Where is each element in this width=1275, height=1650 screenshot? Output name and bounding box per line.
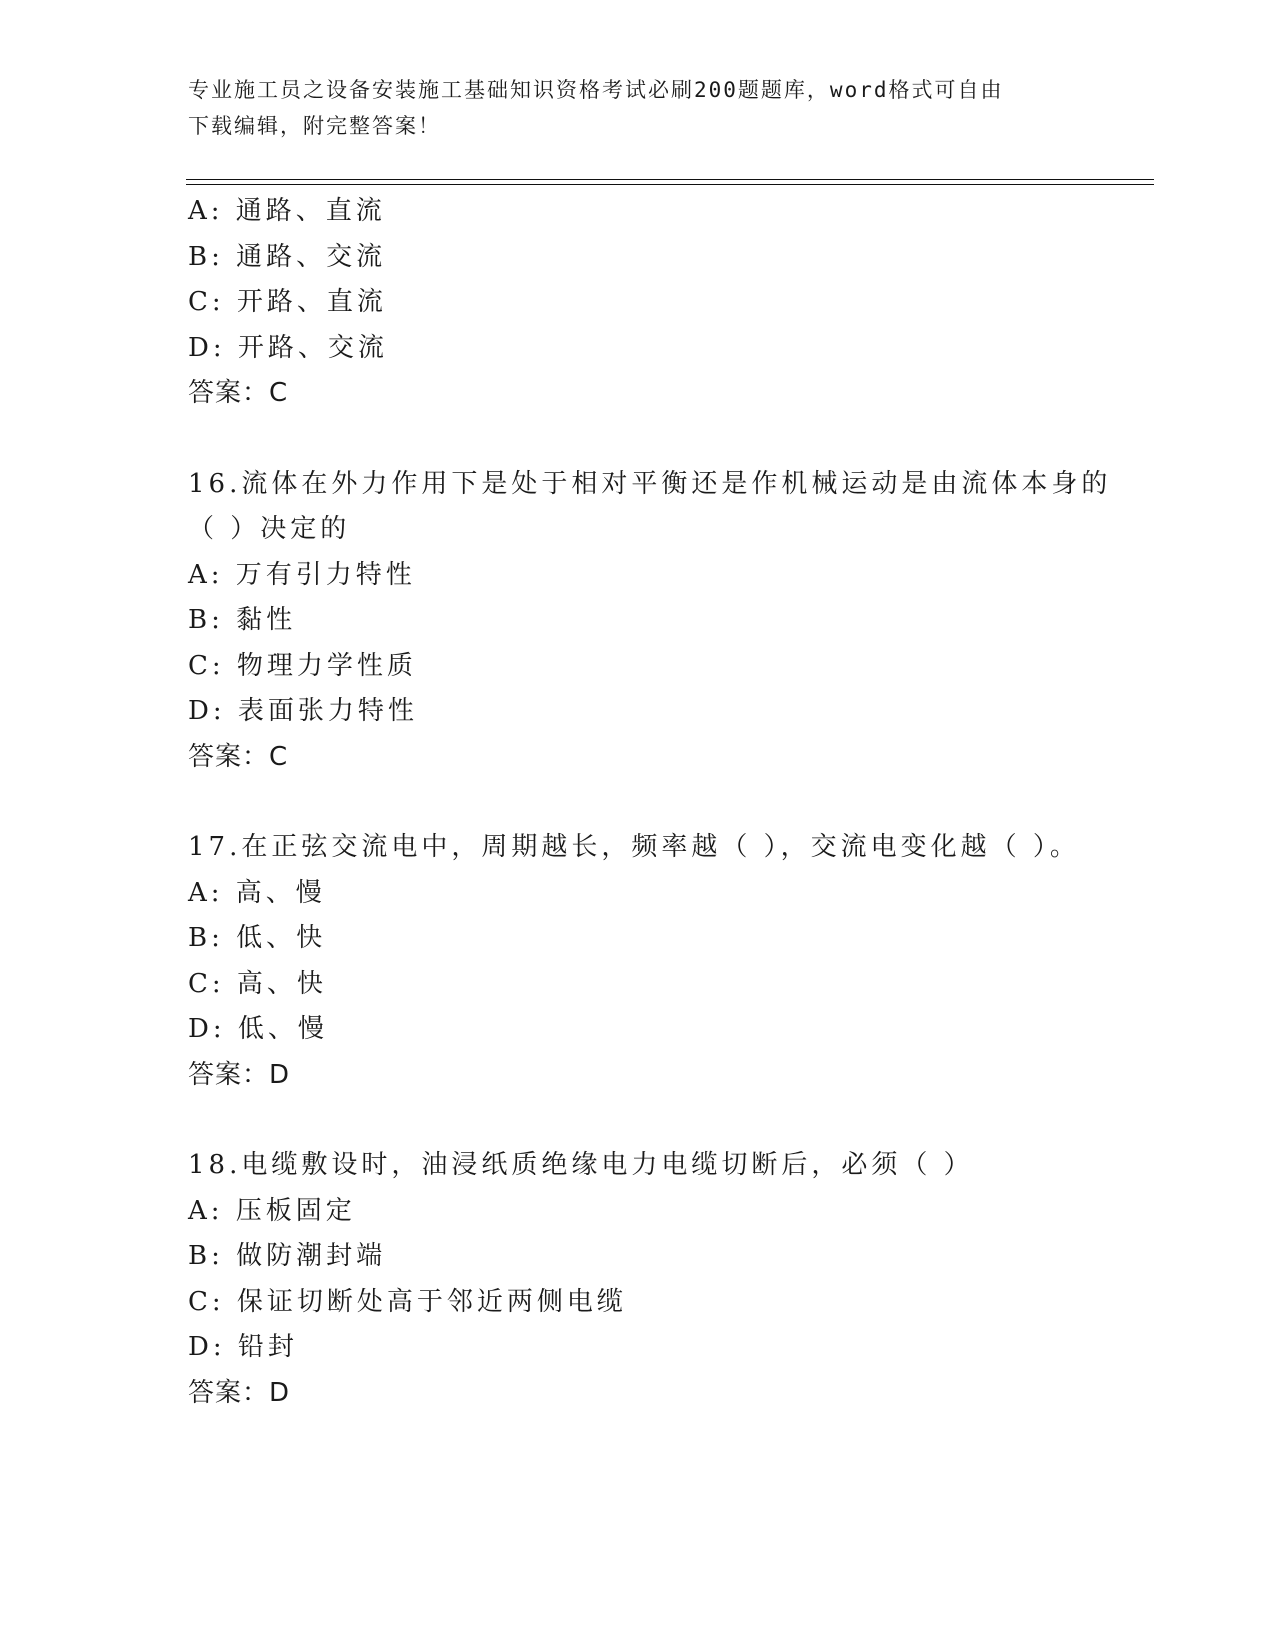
option-b: B: 做防潮封端 bbox=[188, 1241, 387, 1271]
answer-line: 答案：C bbox=[188, 741, 289, 772]
option-d: D: 开路、交流 bbox=[188, 332, 388, 363]
question-stem: 18.电缆敷设时，油浸纸质绝缘电力电缆切断后，必须（ ） bbox=[188, 1150, 974, 1180]
header-divider-top bbox=[186, 179, 1154, 180]
option-d: D: 表面张力特性 bbox=[188, 696, 418, 726]
option-d: D: 低、慢 bbox=[188, 1014, 328, 1044]
header-line-1: 专业施工员之设备安装施工基础知识资格考试必刷200题题库，word格式可自由 bbox=[188, 78, 1004, 102]
option-d: D: 铅封 bbox=[188, 1332, 298, 1362]
option-a: A: 万有引力特性 bbox=[188, 559, 416, 590]
question-17 bbox=[188, 825, 1148, 1098]
option-b: B: 通路、交流 bbox=[188, 241, 387, 272]
question-stem: 17.在正弦交流电中，周期越长，频率越（ ），交流电变化越（ ）。 bbox=[188, 832, 1080, 862]
question-stem: 16.流体在外力作用下是处于相对平衡还是作机械运动是由流体本身的 bbox=[188, 468, 1112, 499]
answer-line: 答案：C bbox=[188, 378, 289, 408]
option-b: B: 黏性 bbox=[188, 605, 297, 635]
question-stem-continued: （ ）决定的 bbox=[188, 514, 351, 544]
option-c: C: 开路、直流 bbox=[188, 287, 387, 317]
answer-line: 答案：D bbox=[188, 1059, 291, 1090]
answer-line: 答案：D bbox=[188, 1377, 291, 1408]
option-a: A: 高、慢 bbox=[188, 877, 326, 908]
option-c: C: 物理力学性质 bbox=[188, 650, 417, 681]
option-c: C: 保证切断处高于邻近两侧电缆 bbox=[188, 1286, 627, 1317]
question-18 bbox=[188, 1143, 1148, 1416]
question-list bbox=[188, 189, 1148, 1461]
option-b: B: 低、快 bbox=[188, 923, 327, 953]
header-line-2: 下载编辑，附完整答案！ bbox=[188, 114, 441, 138]
option-a: A: 通路、直流 bbox=[188, 196, 386, 226]
question-15 bbox=[188, 189, 1148, 417]
question-16 bbox=[188, 462, 1148, 781]
header-divider-bottom bbox=[186, 184, 1154, 185]
option-a: A: 压板固定 bbox=[188, 1195, 356, 1226]
document-header bbox=[188, 72, 1088, 144]
option-c: C: 高、快 bbox=[188, 968, 327, 999]
